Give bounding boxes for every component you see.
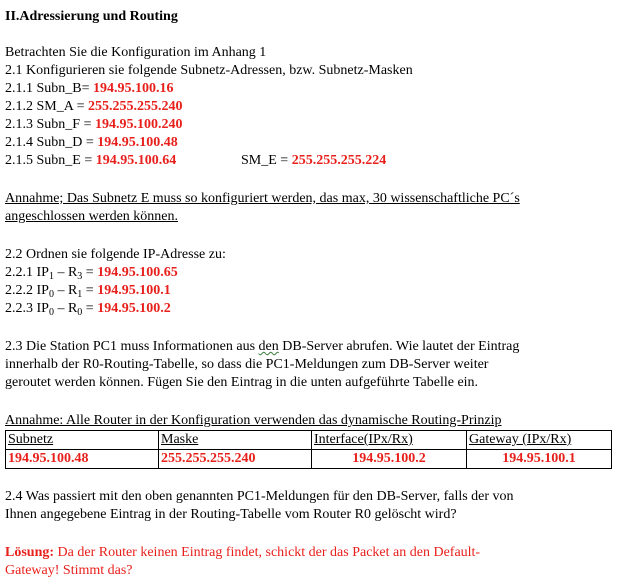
subscript: 1 <box>77 289 83 300</box>
subscript: 3 <box>77 271 83 282</box>
item-label: = <box>82 301 98 316</box>
annahme-1-line1: Annahme; Das Subnetz E muss so konfiguriert werden, das max, 30 wissenschaftliche PC´s <box>5 191 520 206</box>
task-2-1-5-mask <box>241 152 386 170</box>
header-gateway: Gateway (IPx/Rx) <box>467 431 612 450</box>
cell-subnetz: 194.95.100.48 <box>6 450 159 469</box>
item-label: 2.1.2 SM_A = <box>5 99 88 114</box>
item-label: – R <box>53 265 78 280</box>
task-2-1-1 <box>5 80 174 98</box>
task-2-2-2 <box>5 282 171 300</box>
item-label: – R <box>53 301 78 316</box>
loesung-line1 <box>5 544 480 562</box>
answer-value: 255.255.255.240 <box>87 99 183 114</box>
loesung-label: Lösung: <box>5 545 55 560</box>
header-interface: Interface(IPx/Rx) <box>312 431 467 450</box>
item-label: 2.1.3 Subn_F = <box>5 117 95 132</box>
annahme-1-line2: angeschlossen werden können. <box>5 209 179 224</box>
task-2-3-line2: innerhalb der R0-Routing-Tabelle, so dass die PC1-Meldungen zum DB-Server weiter <box>5 357 489 372</box>
item-label: SM_E = <box>241 153 292 168</box>
answer-value: 194.95.100.240 <box>94 117 183 132</box>
section-title: II.Adressierung und Routing <box>5 9 178 24</box>
item-label: 2.1.1 Subn_B= <box>5 81 94 96</box>
task-2-2-3 <box>5 300 171 318</box>
item-label: = <box>82 283 98 298</box>
task-2-1-5 <box>5 152 176 170</box>
cell-interface: 194.95.100.2 <box>312 450 467 469</box>
loesung-line2: Gateway! Stimmt das? <box>5 563 133 578</box>
item-label: 2.2.1 IP <box>5 265 49 280</box>
task-2-4-line2: Ihnen angegebene Eintrag in der Routing-Tabelle vom Router R0 gelöscht wird? <box>5 507 457 522</box>
item-label: – R <box>53 283 78 298</box>
loesung-text: Da der Router keinen Eintrag findet, schickt der das Packet an den Default- <box>54 545 481 560</box>
table-row <box>6 450 612 469</box>
text-run: DB-Server abrufen. Wie lautet der Eintrag <box>278 339 520 354</box>
answer-value: 194.95.100.48 <box>97 135 178 150</box>
table-header-row <box>6 431 612 450</box>
task-2-1-3 <box>5 116 182 134</box>
task-2-1-heading: 2.1 Konfigurieren sie folgende Subnetz-Adressen, bzw. Subnetz-Masken <box>5 63 413 78</box>
subscript: 0 <box>48 307 54 318</box>
item-label: = <box>82 265 98 280</box>
answer-value: 194.95.100.16 <box>93 81 174 96</box>
answer-value: 194.95.100.2 <box>97 301 171 316</box>
task-2-2-heading: 2.2 Ordnen sie folgende IP-Adresse zu: <box>5 247 226 262</box>
text-run: 2.3 Die Station PC1 muss Informationen aus <box>5 339 259 354</box>
task-2-1-4 <box>5 134 178 152</box>
answer-value: 194.95.100.65 <box>97 265 178 280</box>
cell-gateway: 194.95.100.1 <box>467 450 612 469</box>
subscript: 0 <box>48 289 54 300</box>
item-label: 2.1.4 Subn_D = <box>5 135 98 150</box>
routing-table <box>5 430 612 469</box>
header-maske: Maske <box>159 431 312 450</box>
task-2-4-line1: 2.4 Was passiert mit den oben genannten PC1-Meldungen für den DB-Server, falls der von <box>5 489 514 504</box>
item-label: 2.2.2 IP <box>5 283 49 298</box>
task-2-3-line1 <box>5 338 519 356</box>
answer-value: 194.95.100.1 <box>97 283 171 298</box>
task-2-1-2 <box>5 98 182 116</box>
subscript: 0 <box>77 307 83 318</box>
task-2-3-line3: geroutet werden können. Fügen Sie den Eintrag in die unten aufgeführte Tabelle ein. <box>5 375 479 390</box>
spellcheck-word: den <box>258 339 279 354</box>
answer-value: 255.255.255.224 <box>291 153 387 168</box>
header-subnetz: Subnetz <box>6 431 159 450</box>
intro-line: Betrachten Sie die Konfiguration im Anhang 1 <box>5 45 267 60</box>
item-label: 2.1.5 Subn_E = <box>5 153 96 168</box>
annahme-2: Annahme: Alle Router in der Konfiguration verwenden das dynamische Routing-Prinzip <box>5 413 502 428</box>
subscript: 1 <box>48 271 54 282</box>
item-label: 2.2.3 IP <box>5 301 49 316</box>
answer-value: 194.95.100.64 <box>95 153 177 168</box>
task-2-2-1 <box>5 264 178 282</box>
cell-maske: 255.255.255.240 <box>159 450 312 469</box>
